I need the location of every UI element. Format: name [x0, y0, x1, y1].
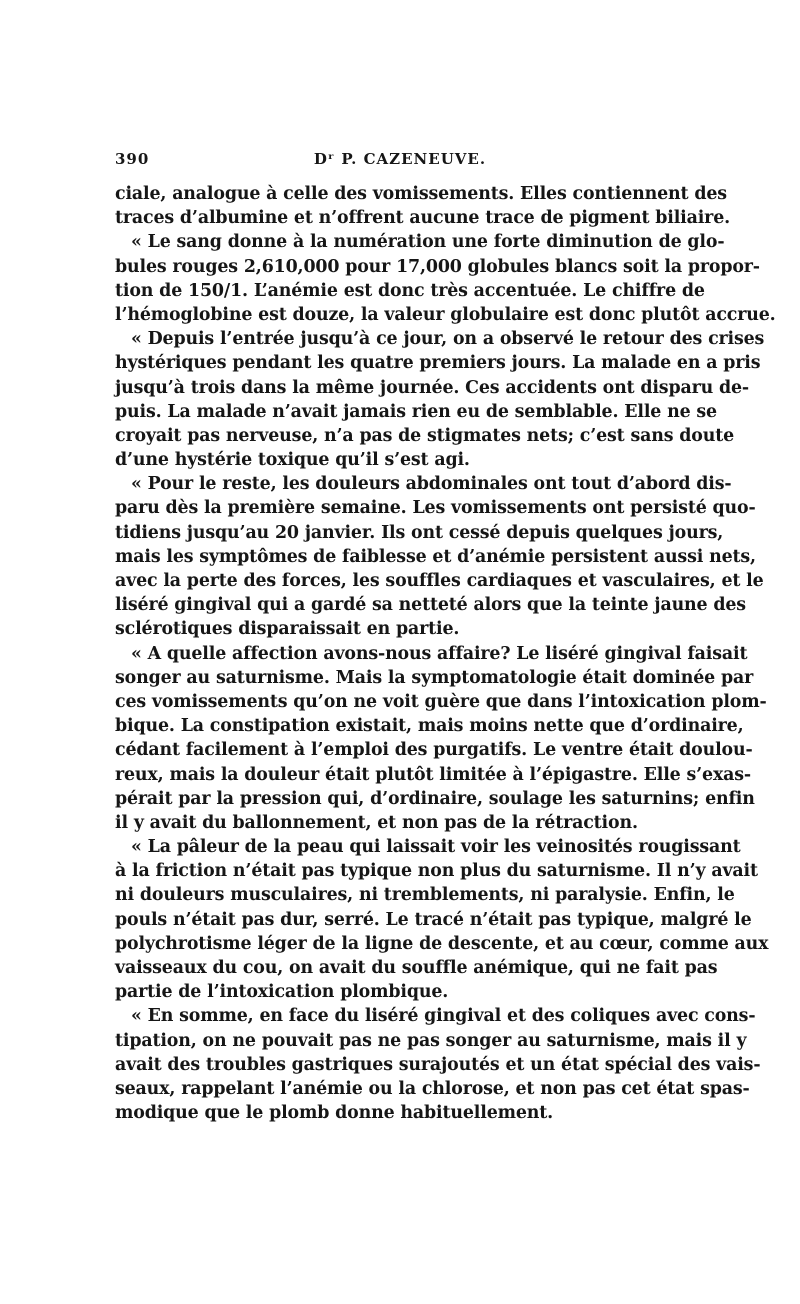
text-line: modique que le plomb donne habituellement. — [115, 1103, 554, 1124]
text-line: pouls n’était pas dur, serré. Le tracé n’était pas typique, malgré le — [115, 909, 752, 930]
text-line: ni douleurs musculaires, ni tremblements, ni paralysie. Enfin, le — [115, 885, 735, 906]
text-line: il y avait du ballonnement, et non pas de la rétraction. — [115, 812, 638, 833]
book-page — [115, 148, 776, 1125]
text-line: bique. La constipation existait, mais moins nette que d’ordinaire, — [115, 716, 744, 737]
text-line: vaisseaux du cou, on avait du souffle anémique, qui ne fait pas — [115, 958, 718, 978]
text-line: tipation, on ne pouvait pas ne pas songer au saturnisme, mais il y — [115, 1030, 747, 1051]
text-line: pérait par la pression qui, d’ordinaire, soulage les saturnins; enfin — [115, 788, 755, 809]
text-line: l’hémoglobine est douze, la valeur globulaire est donc plutôt accrue. — [115, 304, 776, 325]
text-line: tion de 150/1. L’anémie est donc très accentuée. Le chiffre de — [115, 280, 705, 301]
text-line: cédant facilement à l’emploi des purgatifs. Le ventre était doulou- — [115, 740, 753, 761]
page-number: 390 — [115, 150, 150, 168]
text-line: jusqu’à trois dans la même journée. Ces accidents ont disparu de- — [115, 377, 749, 398]
text-line: polychrotisme léger de la ligne de descente, et au cœur, comme aux — [115, 933, 769, 954]
text-line: seaux, rappelant l’anémie ou la chlorose, et non pas cet état spas- — [115, 1078, 750, 1099]
text-line: hystériques pendant les quatre premiers jours. La malade en a pris — [115, 353, 761, 374]
text-line: partie de l’intoxication plombique. — [115, 982, 449, 1003]
text-line: « Depuis l’entrée jusqu’à ce jour, on a observé le retour des crises — [131, 329, 765, 350]
text-line: avait des troubles gastriques surajoutés et un état spécial des vais- — [115, 1054, 761, 1075]
text-line: traces d’albumine et n’offrent aucune trace de pigment biliaire. — [115, 208, 731, 229]
text-line: songer au saturnisme. Mais la symptomatologie était dominée par — [115, 667, 754, 688]
text-line: liséré gingival qui a gardé sa netteté alors que la teinte jaune des — [115, 595, 746, 616]
running-title: Dʳ P. CAZENEUVE. — [313, 150, 487, 168]
text-line: paru dès la première semaine. Les vomissements ont persisté quo- — [115, 498, 756, 519]
text-line: ces vomissements qu’on ne voit guère que dans l’intoxication plom- — [115, 691, 767, 712]
body-text — [115, 182, 776, 1125]
running-head — [115, 148, 685, 174]
text-line: « La pâleur de la peau qui laissait voir les veinosités rougissant — [131, 837, 741, 858]
text-line: avec la perte des forces, les souffles cardiaques et vasculaires, et le — [115, 571, 764, 591]
text-line: ciale, analogue à celle des vomissements. Elles contiennent des — [115, 184, 727, 204]
text-line: à la friction n’était pas typique non plus du saturnisme. Il n’y avait — [115, 861, 758, 882]
text-line: « Pour le reste, les douleurs abdominales ont tout d’abord dis- — [131, 474, 732, 495]
text-line: d’une hystérie toxique qu’il s’est agi. — [115, 450, 470, 471]
text-line: sclérotiques disparaissait en partie. — [115, 619, 460, 640]
text-line: tidiens jusqu’au 20 janvier. Ils ont cessé depuis quelques jours, — [115, 522, 724, 543]
text-line: croyait pas nerveuse, n’a pas de stigmates nets; c’est sans doute — [115, 425, 735, 446]
text-line: « A quelle affection avons-nous affaire? Le liséré gingival faisait — [131, 643, 748, 664]
text-line: mais les symptômes de faiblesse et d’anémie persistent aussi nets, — [115, 546, 756, 567]
text-line: puis. La malade n’avait jamais rien eu de semblable. Elle ne se — [115, 401, 717, 422]
text-line: bules rouges 2,610,000 pour 17,000 globules blancs soit la propor- — [115, 256, 760, 277]
text-line: « Le sang donne à la numération une forte diminution de glo- — [131, 232, 725, 253]
text-line: reux, mais la douleur était plutôt limitée à l’épigastre. Elle s’exas- — [115, 764, 752, 785]
text-line: « En somme, en face du liséré gingival et des coliques avec cons- — [131, 1006, 756, 1027]
